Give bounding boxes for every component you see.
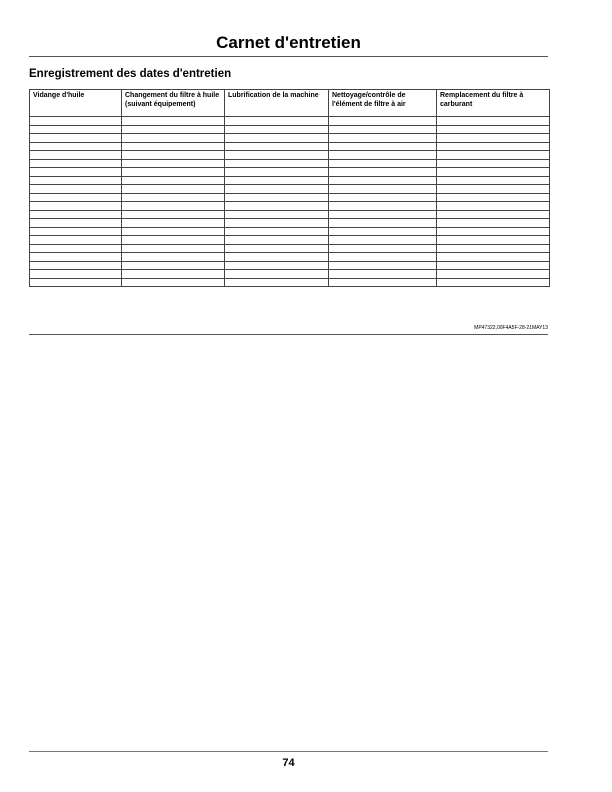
table-cell [437, 168, 550, 177]
table-cell [122, 117, 225, 126]
table-cell [30, 193, 122, 202]
page-title: Carnet d'entretien [216, 33, 361, 52]
table-cell [122, 134, 225, 143]
table-row [30, 261, 550, 270]
table-cell [437, 176, 550, 185]
table-cell [225, 270, 329, 279]
table-row [30, 168, 550, 177]
table-cell [437, 261, 550, 270]
table-cell [30, 125, 122, 134]
table-cell [122, 193, 225, 202]
table-cell [329, 117, 437, 126]
table-cell [437, 159, 550, 168]
table-cell [225, 142, 329, 151]
table-row [30, 227, 550, 236]
table-row [30, 244, 550, 253]
table-cell [30, 202, 122, 211]
table-cell [329, 159, 437, 168]
table-header-row [30, 90, 550, 117]
table-cell [329, 185, 437, 194]
table-cell [437, 236, 550, 245]
table-row [30, 142, 550, 151]
table-cell [225, 168, 329, 177]
table-row [30, 159, 550, 168]
table-row [30, 236, 550, 245]
table-cell [225, 236, 329, 245]
table-cell [225, 219, 329, 228]
table-cell [122, 270, 225, 279]
table-row [30, 185, 550, 194]
table-cell [30, 176, 122, 185]
table-row [30, 125, 550, 134]
table-cell [329, 219, 437, 228]
table-cell [122, 244, 225, 253]
table-cell [329, 236, 437, 245]
table-cell [122, 168, 225, 177]
table-cell [225, 253, 329, 262]
page-number: 74 [282, 757, 295, 769]
table-cell [225, 278, 329, 287]
table-cell [30, 210, 122, 219]
table-body [30, 117, 550, 287]
table-cell [122, 278, 225, 287]
table-cell [30, 168, 122, 177]
table-cell [437, 202, 550, 211]
table-cell [437, 151, 550, 160]
table-row [30, 117, 550, 126]
table-cell [30, 270, 122, 279]
table-row [30, 270, 550, 279]
table-cell [30, 236, 122, 245]
table-cell [329, 253, 437, 262]
table-cell [329, 244, 437, 253]
table-cell [122, 176, 225, 185]
table-cell [437, 244, 550, 253]
table-cell [437, 210, 550, 219]
table-cell [329, 125, 437, 134]
table-cell [30, 117, 122, 126]
table-cell [437, 219, 550, 228]
table-cell [437, 227, 550, 236]
section-heading: Enregistrement des dates d'entretien [29, 68, 232, 80]
table-cell [122, 219, 225, 228]
table-cell [329, 151, 437, 160]
table-cell [437, 134, 550, 143]
table-cell [30, 227, 122, 236]
table-cell [329, 168, 437, 177]
table-cell [225, 244, 329, 253]
table-cell [225, 117, 329, 126]
table-cell [30, 261, 122, 270]
table-cell [30, 134, 122, 143]
header-fuel-filter-replacement: Remplacement du filtre à carburant [437, 90, 550, 117]
table-cell [437, 270, 550, 279]
table-cell [225, 210, 329, 219]
table-cell [122, 227, 225, 236]
table-cell [225, 159, 329, 168]
table-row [30, 253, 550, 262]
table-cell [329, 176, 437, 185]
table-cell [225, 125, 329, 134]
table-cell [329, 210, 437, 219]
header-oil-change: Vidange d'huile [30, 90, 122, 117]
table-cell [437, 193, 550, 202]
footer-divider [29, 751, 548, 752]
table-cell [30, 278, 122, 287]
table-cell [437, 253, 550, 262]
header-oil-filter-change: Changement du filtre à huile (suivant équipement) [122, 90, 225, 117]
table-cell [437, 125, 550, 134]
table-cell [437, 142, 550, 151]
table-row [30, 202, 550, 211]
table-cell [225, 134, 329, 143]
table-row [30, 210, 550, 219]
table-cell [122, 185, 225, 194]
table-cell [225, 227, 329, 236]
table-cell [329, 193, 437, 202]
table-cell [122, 261, 225, 270]
table-cell [122, 253, 225, 262]
table-cell [225, 193, 329, 202]
table-cell [122, 236, 225, 245]
table-cell [225, 202, 329, 211]
table-cell [437, 185, 550, 194]
table-cell [122, 125, 225, 134]
table-cell [329, 202, 437, 211]
table-cell [329, 142, 437, 151]
table-cell [225, 185, 329, 194]
table-cell [329, 278, 437, 287]
table-cell [30, 142, 122, 151]
table-cell [122, 142, 225, 151]
header-air-filter-cleaning: Nettoyage/contrôle de l'élément de filtre à air [329, 90, 437, 117]
table-row [30, 278, 550, 287]
table-cell [30, 185, 122, 194]
reference-divider [29, 334, 548, 335]
table-cell [437, 117, 550, 126]
table-row [30, 219, 550, 228]
table-row [30, 151, 550, 160]
table-cell [329, 261, 437, 270]
table-cell [329, 227, 437, 236]
table-row [30, 176, 550, 185]
table-cell [437, 278, 550, 287]
maintenance-log-table [29, 89, 550, 287]
table-cell [30, 253, 122, 262]
table-cell [225, 261, 329, 270]
table-cell [30, 159, 122, 168]
table-cell [122, 210, 225, 219]
table-cell [225, 151, 329, 160]
table-cell [122, 202, 225, 211]
title-divider [29, 56, 548, 57]
table-cell [329, 134, 437, 143]
table-cell [30, 244, 122, 253]
header-machine-lubrication: Lubrification de la machine [225, 90, 329, 117]
table-cell [122, 159, 225, 168]
table-row [30, 134, 550, 143]
table-cell [30, 151, 122, 160]
table-cell [225, 176, 329, 185]
reference-code: MP47322,00F4A5F-28-21MAY13 [474, 325, 548, 331]
table-row [30, 193, 550, 202]
table-cell [30, 219, 122, 228]
table-cell [329, 270, 437, 279]
table-cell [122, 151, 225, 160]
